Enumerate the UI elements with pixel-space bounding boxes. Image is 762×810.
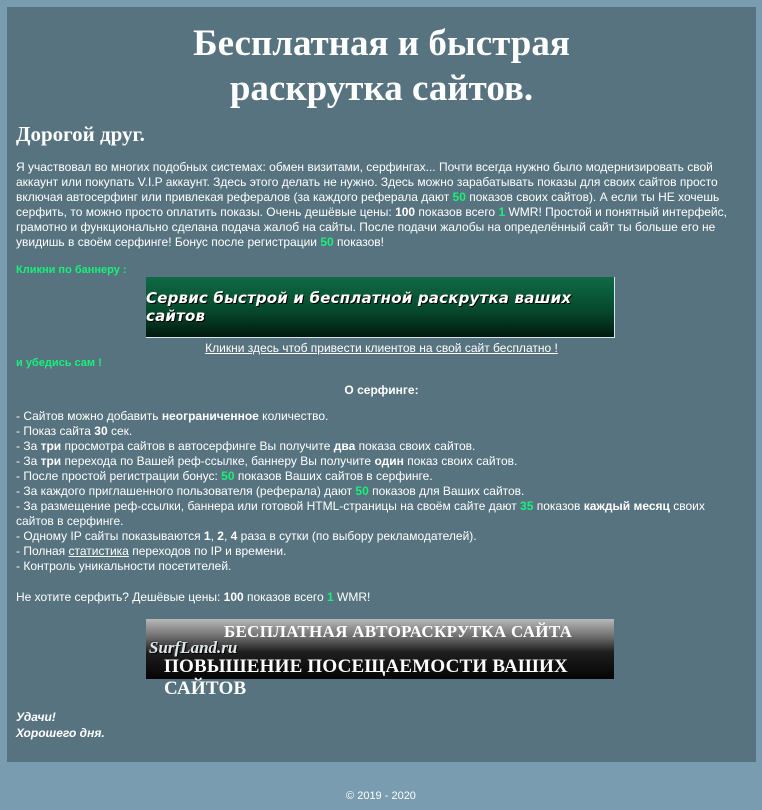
farewell — [16, 709, 105, 741]
feature-item: - Показ сайта 30 сек. — [16, 424, 133, 438]
page-title — [7, 21, 756, 111]
feature-item: - За три перехода по Вашей реф-ссылке, баннеру Вы получите один показ своих сайтов. — [16, 454, 518, 468]
features-list — [16, 409, 736, 574]
greeting: Дорогой друг. — [16, 122, 145, 146]
check-yourself-label: и убедись сам ! — [16, 357, 102, 369]
farewell-line2: Хорошего дня. — [16, 726, 105, 740]
banner2-line1: БЕСПЛАТНАЯ АВТОРАСКРУТКА САЙТА — [224, 622, 573, 641]
farewell-line1: Удачи! — [16, 710, 56, 724]
click-banner-label: Кликни по баннеру : — [16, 264, 127, 276]
feature-item: - За размещение реф-ссылки, баннера или готовой HTML-страницы на своём сайте дают 35 показов каждый месяц своих сайтов в серфинге. — [16, 499, 705, 528]
surfland-logo: SurfLand.ru — [149, 638, 238, 657]
banner-link[interactable]: Кликни здесь чтоб привести клиентов на свой сайт бесплатно ! — [205, 341, 558, 355]
surf-service-banner[interactable] — [146, 277, 615, 338]
banner2-line2: ПОВЫШЕНИЕ ПОСЕЩАЕМОСТИ ВАШИХ САЙТОВ — [164, 656, 568, 699]
feature-item: - Одному IP сайты показываются 1, 2, 4 раза в сутки (по выбору рекламодателей). — [16, 529, 477, 543]
feature-item: - За каждого приглашенного пользователя (реферала) дают 50 показов для Ваших сайтов. — [16, 484, 525, 498]
banner1-text: Сервис быстрой и бесплатной раскрутка ваших сайтов — [146, 289, 572, 325]
main-panel — [7, 7, 756, 762]
title-line-1: Бесплатная и быстрая — [193, 23, 570, 64]
feature-item: - За три просмотра сайтов в автосерфинге Вы получите два показа своих сайтов. — [16, 439, 476, 453]
about-surfing-heading: О серфинге: — [344, 383, 419, 397]
statistics-link[interactable]: статистика — [68, 544, 129, 558]
intro-text: Я участвовал во многих подобных системах: обмен визитами, серфингах... Почти всегда нужно было модернизировать свой аккаунт или покупать V.I.P аккаунт. Здесь этого делать не нужно. Здесь можно зарабатывать показы для своих сайтов просто включая автосерфинг или привлекая рефералов (за каждого реферала дают 50 показов своих сайтов). А если ты НЕ хочешь серфить, то можно просто оплатить показы. Очень дешёвые цены: 100 показов всего 1 WMR! Простой и понятный интерфейс, грамотно и функционально сделана подача жалоб на сайты. После подачи жалобы на определённый сайт ты больше его не увидишь в своём серфинге! Бонус после регистрации 50 показов! — [16, 160, 727, 249]
surfland-banner[interactable] — [146, 619, 614, 699]
feature-item: - Полная статистика переходов по IP и времени. — [16, 544, 287, 558]
feature-item: - Контроль уникальности посетителей. — [16, 559, 232, 573]
no-surf-prices: Не хотите серфить? Дешёвые цены: 100 показов всего 1 WMR! — [16, 590, 371, 604]
feature-item: - После простой регистрации бонус: 50 показов Ваших сайтов в серфинге. — [16, 469, 433, 483]
title-line-2: раскрутка сайтов. — [229, 68, 534, 109]
copyright-footer: © 2019 - 2020 — [346, 790, 416, 802]
feature-item: - Сайтов можно добавить неограниченное количество. — [16, 409, 329, 423]
